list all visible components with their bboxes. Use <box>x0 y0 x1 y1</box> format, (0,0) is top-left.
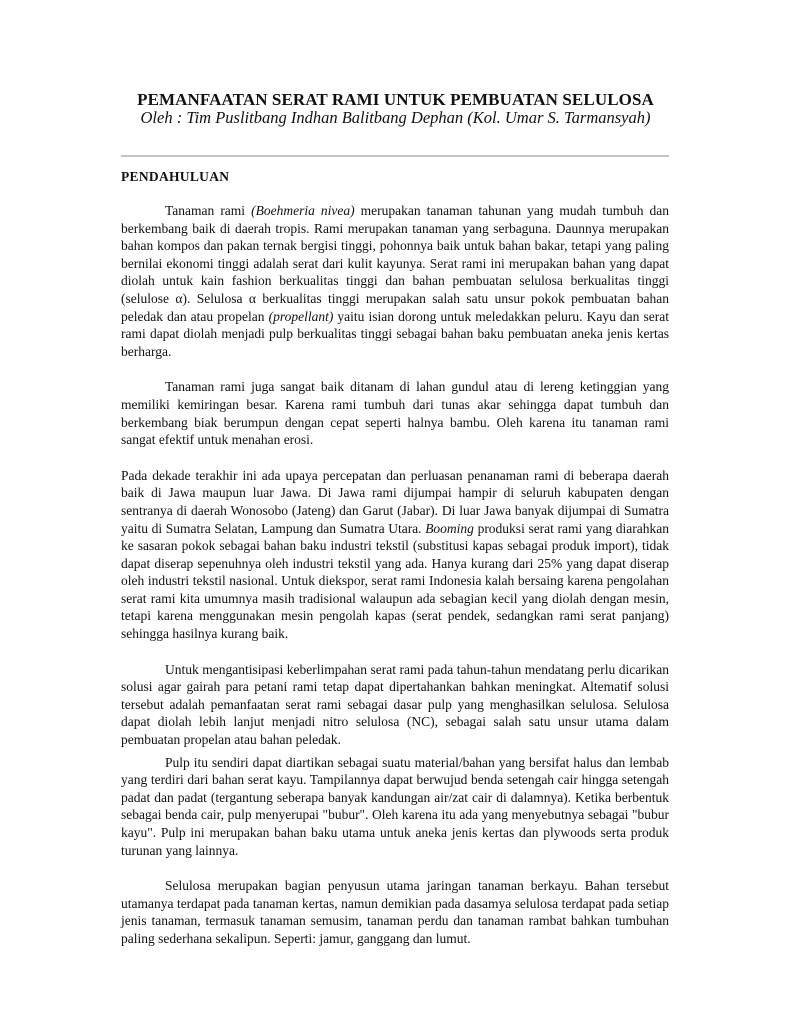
paragraph-1-text-c: yaitu isian dorong untuk meledakkan peluru. Kayu dan serat rami dapat diolah menjadi pulp berkualitas tinggi sebagai bahan baku pembuatan aneka jenis kertas berharga. <box>121 308 669 359</box>
document-byline: Oleh : Tim Puslitbang Indhan Balitbang Dephan (Kol. Umar S. Tarmansyah) <box>140 108 651 127</box>
paragraph-1-text-b: merupakan tanaman tahunan yang mudah tumbuh dan berkembang baik di daerah tropis. Rami merupakan tanaman yang serbaguna. Daunnya merupakan bahan kompos dan pakan ternak bergisi tinggi, pohonnya baik untuk bahan bakar, tetapi yang paling bernilai ekonomi tinggi adalah serat dari kulit kayunya. Serat rami ini merupakan bahan yang dapat diolah untuk kain fashion berkualitas tinggi dan bahan pembuatan selulosa berkualitas tinggi (selulose α). Selulosa α berkualitas tinggi merupakan salah satu unsur pokok pembuatan bahan peledak dan atau propelan <box>121 203 669 324</box>
paragraph-3-booming-term: Booming <box>425 520 474 536</box>
paragraph-1 <box>121 202 669 360</box>
paragraph-5: Pulp itu sendiri dapat diartikan sebagai suatu material/bahan yang bersifat halus dan lembab yang terdiri dari bahan serat kayu. Tampilannya dapat berwujud benda setengah cair hingga setengah padat dan padat (tergantung seberapa banyak kandungan air/zat cair di dalamnya). Ketika berbentuk sebagai benda cair, pulp menyerupai "bubur". Oleh karena itu ada yang menyebutnya sebagai "bubur kayu". Pulp ini merupakan bahan baku utama untuk aneka jenis kertas dan plywoods serta produk turunan yang lainnya. <box>121 754 669 858</box>
paragraph-3-text-a: Pada dekade terakhir ini ada upaya percepatan dan perluasan penanaman rami di beberapa daerah baik di Jawa maupun luar Jawa. Di Jawa rami dijumpai hampir di seluruh kabupaten dengan sentranya di daerah Wonosobo (Jateng) dan Garut (Jabar). Di luar Jawa banyak dijumpai di Sumatra yaitu di Sumatra Selatan, Lampung dan Sumatra Utara. <box>121 467 669 536</box>
paragraph-3-text-b: produksi serat rami yang diarahkan ke sasaran pokok sebagai bahan baku industri tekstil (substitusi kapas sebagai produk import), tidak dapat diserap sepenuhnya oleh industri tekstil yang ada. Hanya kurang dari 25% yang dapat diserap oleh industri tekstil nasional. Untuk diekspor, serat rami Indonesia kalah bersaing karena pengolahan serat rami kita umumnya masih tradisional walaupun ada sebagian kecil yang diolah dengan mesin, tetapi karena menggunakan mesin pengolah kapas (serat pendek, sedangkan rami serat panjang) sehingga hasilnya kurang baik. <box>121 520 670 642</box>
paragraph-1-propellant-term: (propellant) <box>268 308 334 324</box>
paragraph-1-text-a: Tanaman rami <box>165 203 252 218</box>
paragraph-1-species-name: (Boehmeria nivea) <box>251 203 355 218</box>
section-heading: PENDAHULUAN <box>121 169 230 184</box>
paragraph-3 <box>121 467 669 643</box>
paragraph-4: Untuk mengantisipasi keberlimpahan serat rami pada tahun-tahun mendatang perlu dicarikan solusi agar gairah para petani rami tetap dapat dipertahankan bahkan meningkat. Altematif solusi tersebut adalah pemanfaatan serat rami sebagai dasar pulp yang menghasilkan selulosa. Selulosa dapat diolah lebih lanjut menjadi nitro selulosa (NC), sebagai salah satu unsur utama dalam pembuatan propelan atau bahan peledak. <box>121 661 669 748</box>
horizontal-divider <box>121 155 669 157</box>
document-title: PEMANFAATAN SERAT RAMI UNTUK PEMBUATAN SELULOSA <box>137 90 654 109</box>
paragraph-2: Tanaman rami juga sangat baik ditanam di lahan gundul atau di lereng ketinggian yang memiliki kemiringan besar. Karena rami tumbuh dari tunas akar sehingga dapat tumbuh dan berkembang biak berumpun dengan cepat seperti halnya bambu. Oleh karena itu tanaman rami sangat efektif untuk menahan erosi. <box>121 379 669 448</box>
document-body <box>121 202 669 948</box>
paragraph-6: Selulosa merupakan bagian penyusun utama jaringan tanaman berkayu. Bahan tersebut utamanya terdapat pada tanaman kertas, namun demikian pada dasamya selulosa terdapat pada setiap jenis tanaman, termasuk tanaman semusim, tanaman perdu dan tanaman rambat bahkan tumbuhan paling sederhana sekalipun. Seperti: jamur, ganggang dan lumut. <box>121 878 669 946</box>
